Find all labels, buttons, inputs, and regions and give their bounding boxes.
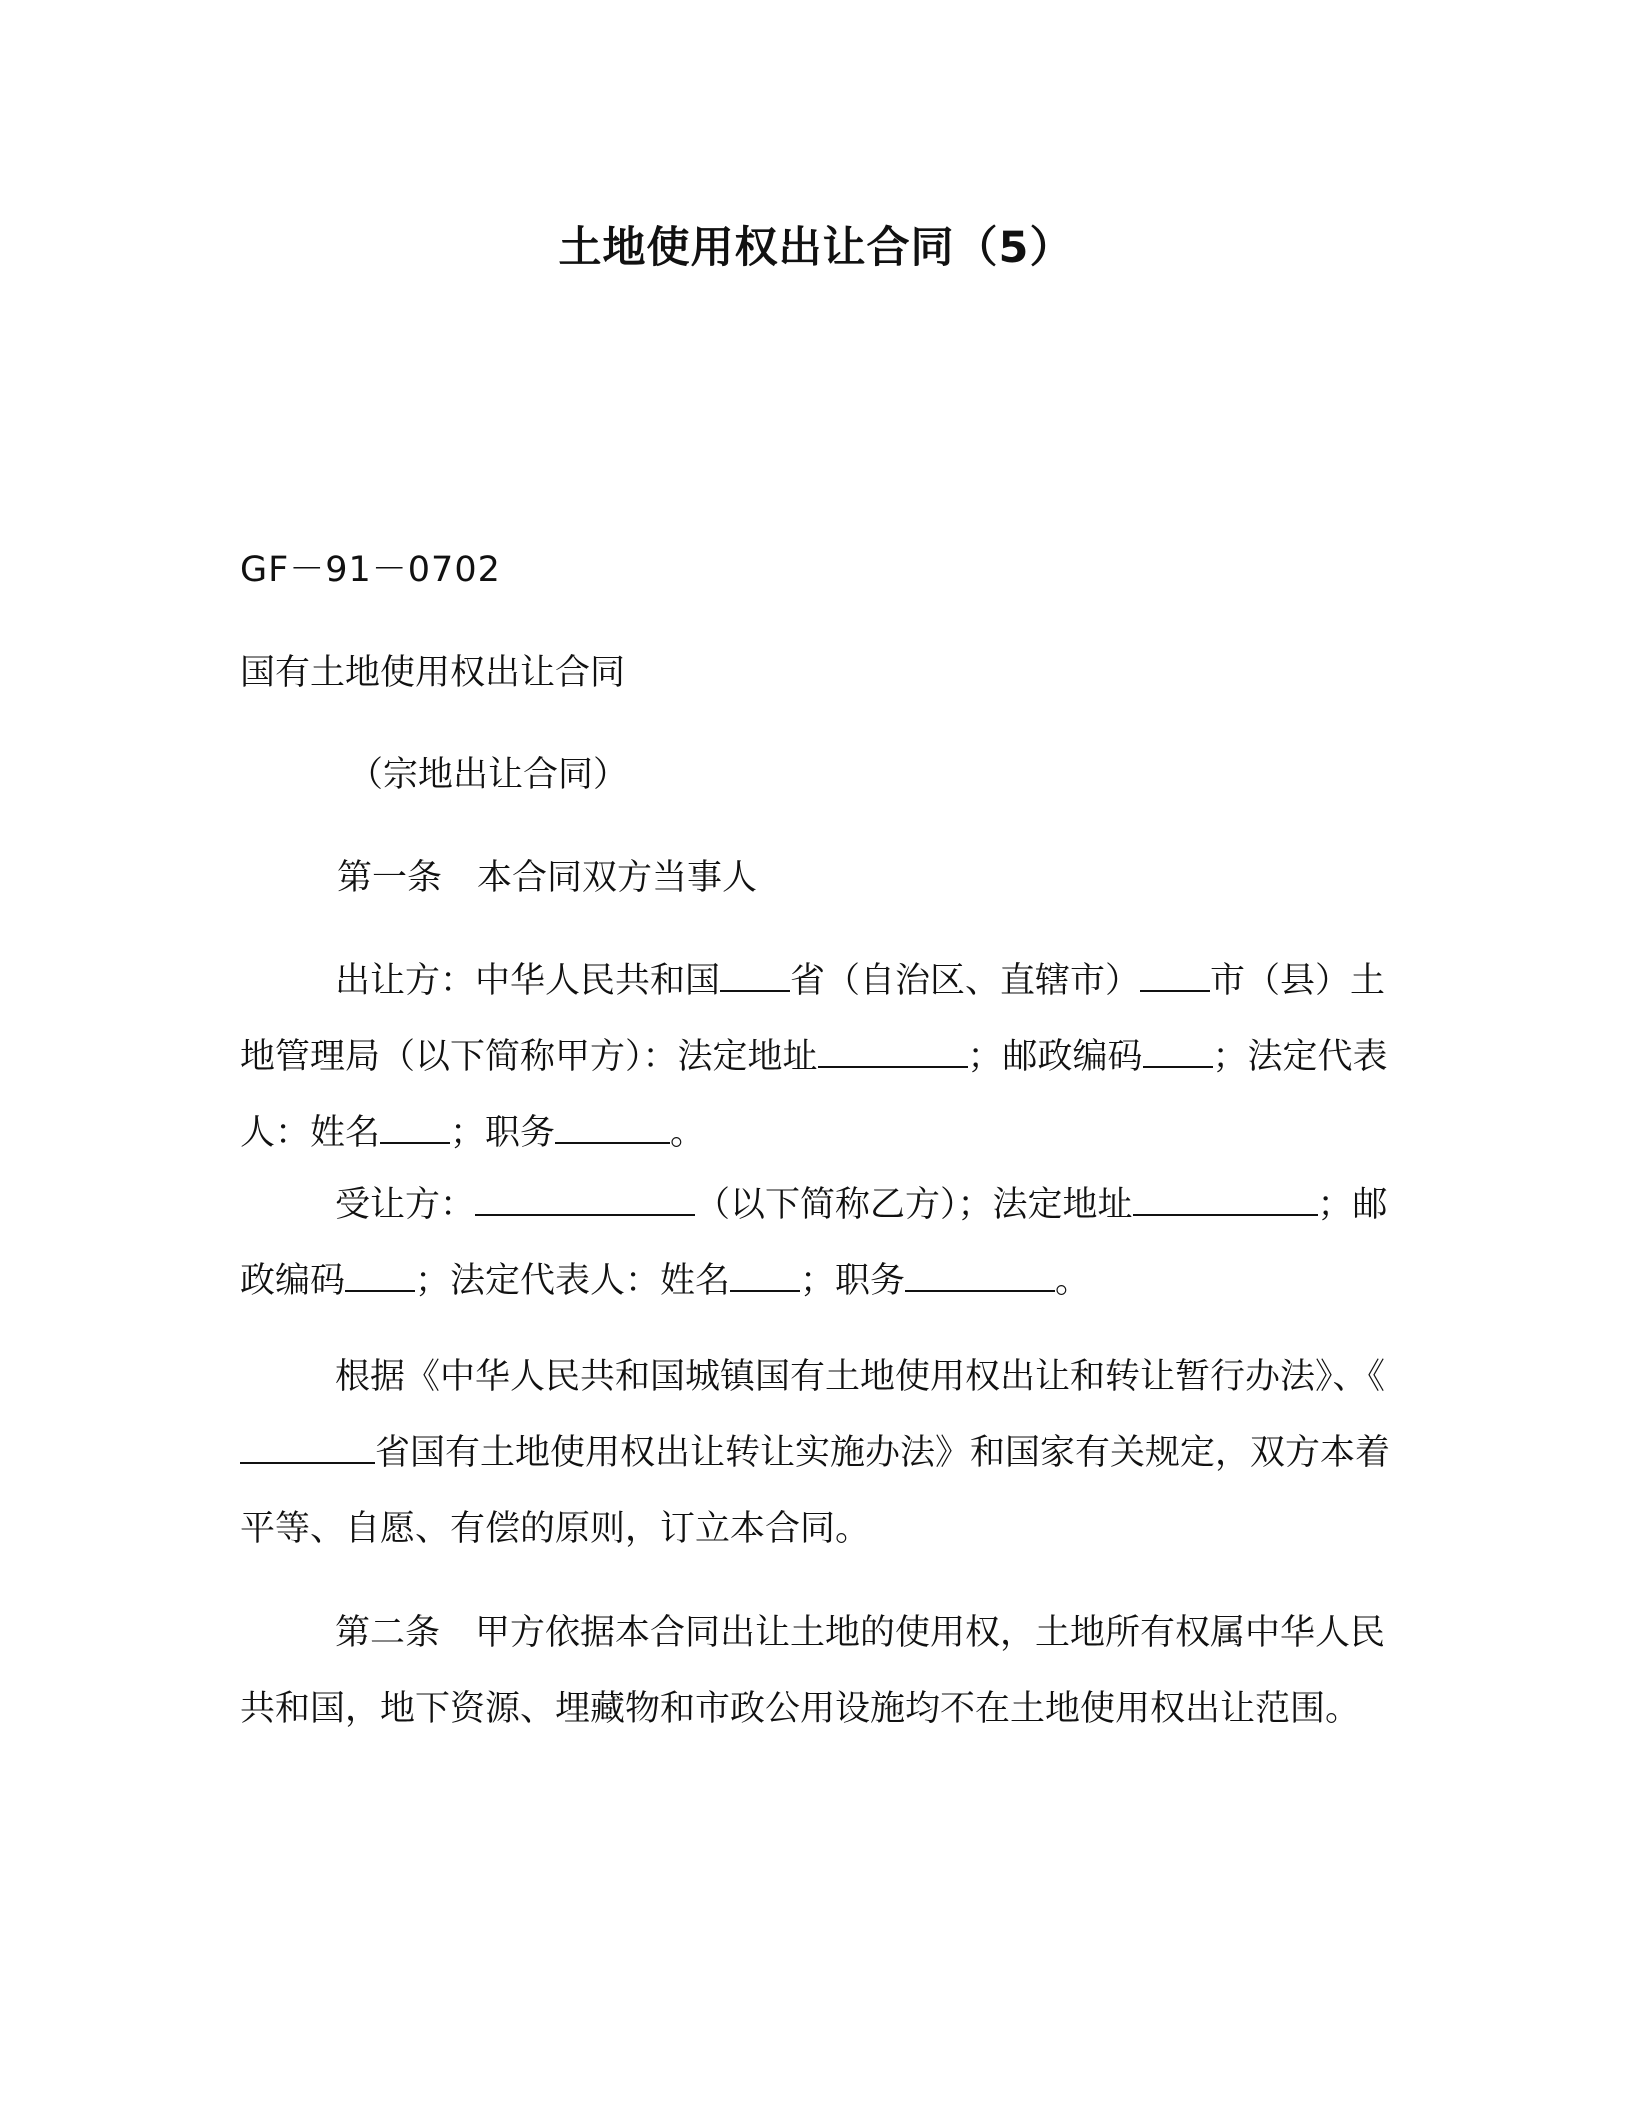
contract-subtitle-paren: （宗地出让合同） xyxy=(348,755,629,795)
province-measure-blank[interactable] xyxy=(240,1432,375,1464)
grantee-postcode-blank[interactable] xyxy=(345,1260,415,1292)
grantor-name-blank[interactable] xyxy=(380,1112,450,1144)
grantee-name-blank[interactable] xyxy=(475,1184,695,1216)
contract-subtitle: 国有土地使用权出让合同 xyxy=(240,653,626,693)
grantee-address-blank[interactable] xyxy=(1133,1184,1318,1216)
document-code: GF－91－0702 xyxy=(240,550,501,590)
legal-basis-paragraph: 根据《中华人民共和国城镇国有土地使用权出让和转让暂行办法》、《省国有土地使用权出让转让实施办法》和国家有关规定，双方本着平等、自愿、有偿的原则，订立本合同。 xyxy=(240,1357,1391,1549)
grantor-position-blank[interactable] xyxy=(555,1112,670,1144)
grantor-postcode-blank[interactable] xyxy=(1143,1036,1213,1068)
article-1-heading: 第一条 本合同双方当事人 xyxy=(337,858,758,898)
document-title: 土地使用权出让合同（5） xyxy=(558,223,1074,273)
province-blank[interactable] xyxy=(720,960,790,992)
grantee-paragraph: 受让方： （以下简称乙方）；法定地址 ；邮政编码 ；法定代表人：姓名 ；职务 。 xyxy=(240,1185,1388,1301)
grantee-rep-name-blank[interactable] xyxy=(730,1260,800,1292)
article-2-paragraph: 第二条 甲方依据本合同出让土地的使用权，土地所有权属中华人民共和国，地下资源、埋藏物和市政公用设施均不在土地使用权出让范围。 xyxy=(240,1613,1386,1729)
grantor-paragraph: 出让方：中华人民共和国 省（自治区、直辖市） 市（县）土地管理局（以下简称甲方）：法定地址 ；邮政编码 ；法定代表人：姓名 ；职务 。 xyxy=(240,961,1388,1153)
grantor-address-blank[interactable] xyxy=(818,1036,968,1068)
grantee-position-blank[interactable] xyxy=(905,1260,1055,1292)
city-blank[interactable] xyxy=(1140,960,1210,992)
